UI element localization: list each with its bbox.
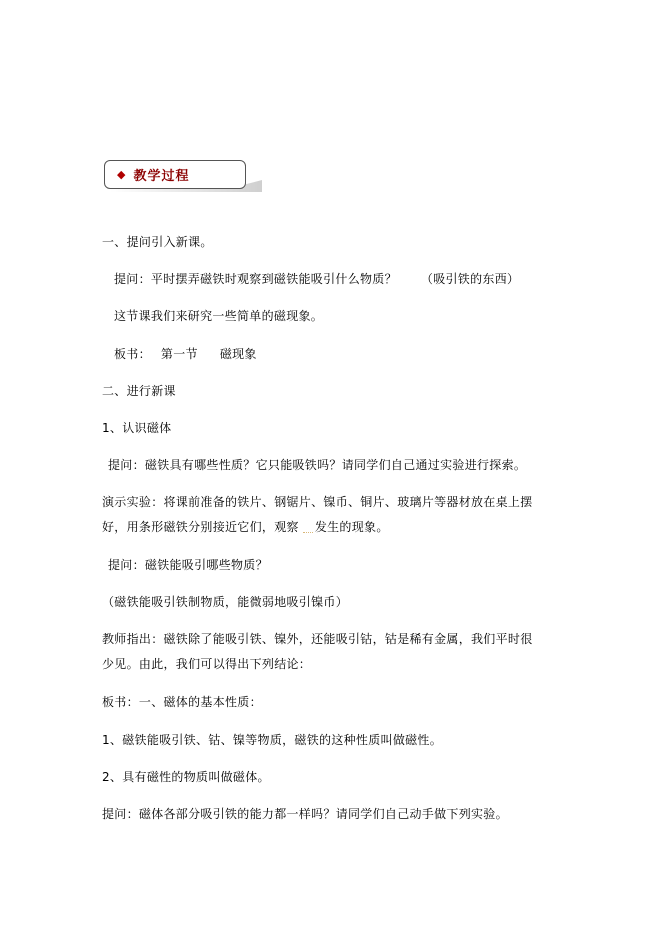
- paragraph-question-4: 提问：磁体各部分吸引铁的能力都一样吗？请同学们自己动手做下列实验。: [102, 807, 508, 821]
- paragraph-question-1: [114, 271, 519, 287]
- paragraph-demo-2: [102, 519, 389, 535]
- paragraph-answer-3: （磁铁能吸引铁制物质，能微弱地吸引镍币）: [102, 595, 349, 609]
- paragraph-board-properties: 板书：一、磁体的基本性质：: [102, 695, 262, 709]
- answer-text: （吸引铁的东西）: [420, 272, 520, 286]
- paragraph-board-title: [114, 346, 257, 362]
- edit-mark: [303, 531, 313, 533]
- paragraph-teacher-1: 教师指出：磁铁除了能吸引铁、镍外，还能吸引钴，钴是稀有金属，我们平时很: [102, 632, 533, 646]
- paragraph-intro-statement: 这节课我们来研究一些简单的磁现象。: [114, 309, 324, 323]
- paragraph-question-2: 提问：磁铁具有哪些性质？它只能吸铁吗？请同学们自己通过实验进行探索。: [108, 458, 527, 472]
- paragraph-demo-1: 演示实验：将课前准备的铁片、钢锯片、镍币、铜片、玻璃片等器材放在桌上摆: [102, 495, 533, 509]
- question-text: 提问：平时摆弄磁铁时观察到磁铁能吸引什么物质？: [114, 272, 397, 286]
- paragraph-question-3: 提问：磁铁能吸引哪些物质？: [108, 558, 268, 572]
- paragraph-teacher-2: 少见。由此，我们可以得出下列结论：: [102, 657, 312, 671]
- heading-new-lesson: 二、进行新课: [102, 384, 176, 398]
- section-header: [104, 160, 246, 189]
- demo-text-start: 好，用条形磁铁分别接近它们，观察: [102, 520, 299, 534]
- subheading-magnet: 1、认识磁体: [102, 421, 172, 435]
- section-number: 第一节: [160, 347, 198, 361]
- section-title: 教学过程: [133, 169, 190, 184]
- list-item-1: 1、磁铁能吸引铁、钴、镍等物质，磁铁的这种性质叫做磁性。: [102, 733, 443, 747]
- demo-text-end: 发生的现象。: [314, 520, 389, 534]
- section-name: 磁现象: [219, 347, 257, 361]
- board-label: 板书：: [114, 347, 151, 361]
- heading-intro: 一、提问引入新课。: [102, 235, 213, 249]
- diamond-bullet-icon: ◆: [117, 168, 126, 181]
- list-item-2: 2、具有磁性的物质叫做磁体。: [102, 770, 270, 784]
